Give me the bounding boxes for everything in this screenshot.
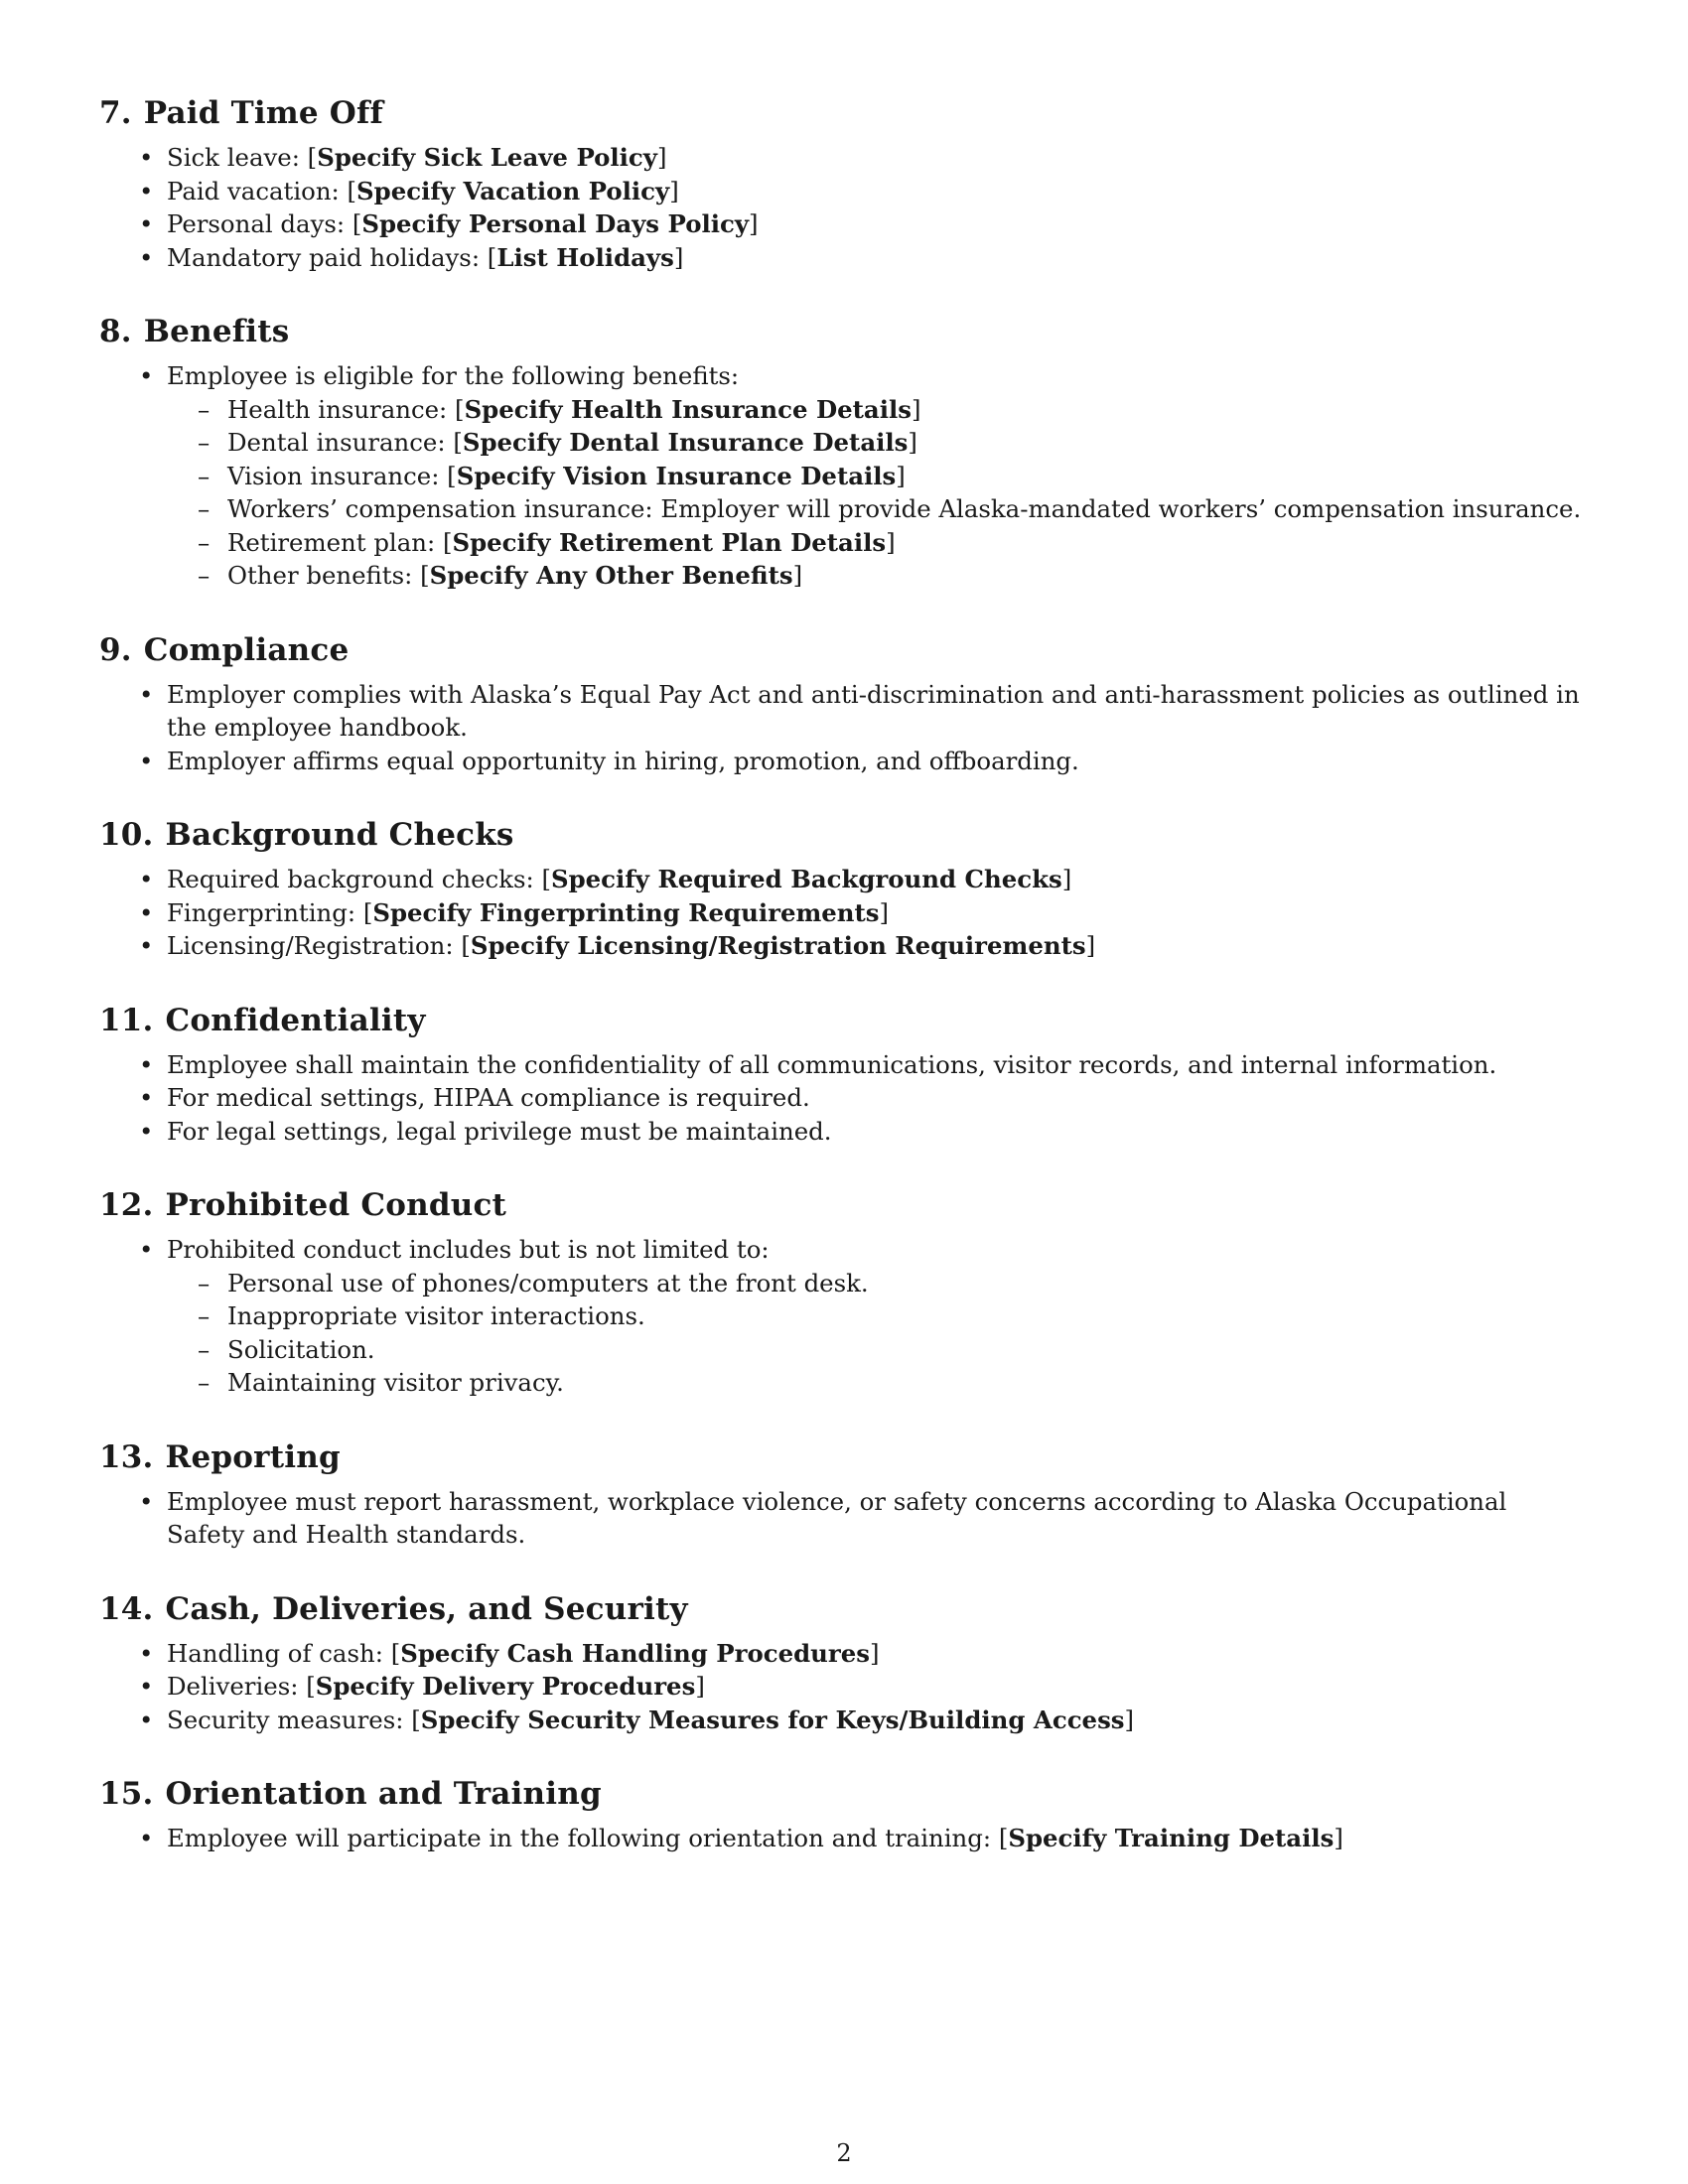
item-label: Licensing/Registration: xyxy=(167,931,462,960)
placeholder-field: Specify Required Background Checks xyxy=(550,865,1062,893)
list-item: • Personal days: [Specify Personal Days Policy] xyxy=(167,207,1589,241)
list-item xyxy=(167,678,1589,745)
list-item: • Mandatory paid holidays: [List Holidays] xyxy=(167,241,1589,275)
section-title: Prohibited Conduct xyxy=(165,1187,507,1223)
placeholder-field: Specify Retirement Plan Details xyxy=(452,527,887,557)
list-item: • Required background checks: [Specify Required Background Checks] xyxy=(167,863,1589,896)
section xyxy=(99,1437,1589,1552)
item-label: Mandatory paid holidays: xyxy=(167,242,488,272)
list-item: • Employee will participate in the following orientation and training: [Specify Training Details] xyxy=(167,1822,1589,1855)
section-title: Background Checks xyxy=(165,817,514,853)
placeholder-field: List Holidays xyxy=(496,242,674,272)
sub-list-item: – Dental insurance: [Specify Dental Insurance Details] xyxy=(227,426,1589,460)
bullet-list xyxy=(99,141,1589,274)
page-number: 2 xyxy=(836,2139,852,2167)
item-label: Retirement plan: xyxy=(227,527,443,557)
list-item: • Security measures: [Specify Security Measures for Keys/Building Access] xyxy=(167,1704,1589,1737)
section-heading xyxy=(99,1001,1589,1040)
bullet-list xyxy=(99,359,1589,593)
section-heading xyxy=(99,1185,1589,1225)
item-text: Inappropriate visitor interactions. xyxy=(227,1301,645,1330)
item-text: Employee is eligible for the following benefits: xyxy=(167,361,740,390)
section xyxy=(99,1001,1589,1149)
placeholder-field: Specify Fingerprinting Requirements xyxy=(372,897,880,927)
placeholder-field: Specify Any Other Benefits xyxy=(429,561,793,590)
section-title: Reporting xyxy=(165,1438,341,1475)
section-number: 12. xyxy=(99,1187,154,1223)
item-label: Handling of cash: xyxy=(167,1638,391,1668)
item-label: Employee will participate in the following orientation and training: xyxy=(167,1824,999,1852)
item-text: Prohibited conduct includes but is not limited to: xyxy=(167,1235,770,1264)
section-title: Benefits xyxy=(143,314,290,349)
sub-list-item: – Vision insurance: [Specify Vision Insurance Details] xyxy=(227,460,1589,493)
list-item: • Paid vacation: [Specify Vacation Policy] xyxy=(167,175,1589,208)
item-label: Security measures: xyxy=(167,1705,412,1734)
item-text: For medical settings, HIPAA compliance is required. xyxy=(167,1083,810,1112)
section-number: 14. xyxy=(99,1590,154,1627)
placeholder-field: Specify Cash Handling Procedures xyxy=(400,1638,871,1668)
item-text: Solicitation. xyxy=(227,1334,375,1364)
item-label: Sick leave: xyxy=(167,143,308,172)
section-title: Paid Time Off xyxy=(143,95,384,131)
item-label: Vision insurance: xyxy=(227,461,448,490)
document-body xyxy=(99,93,1589,1893)
item-text: Maintaining visitor privacy. xyxy=(227,1368,564,1397)
sub-list-item xyxy=(227,1366,1589,1400)
item-text: Employee shall maintain the confidentiality of all communications, visitor records, and internal information. xyxy=(167,1049,1497,1079)
section-number: 13. xyxy=(99,1438,154,1475)
section-number: 10. xyxy=(99,817,154,853)
item-text: Employer complies with Alaska’s Equal Pay Act and anti-discrimination and anti-harassment policies as outlined in the employee handbook. xyxy=(167,679,1580,742)
placeholder-field: Specify Personal Days Policy xyxy=(361,209,750,238)
item-label: Other benefits: xyxy=(227,561,421,590)
item-text: For legal settings, legal privilege must be maintained. xyxy=(167,1116,832,1146)
bullet-list xyxy=(99,1485,1589,1552)
item-label: Required background checks: xyxy=(167,865,542,893)
item-label: Personal days: xyxy=(167,209,352,238)
item-text: Personal use of phones/computers at the front desk. xyxy=(227,1268,869,1297)
list-item xyxy=(167,1233,1589,1400)
list-item xyxy=(167,359,1589,593)
placeholder-field: Specify Vacation Policy xyxy=(356,176,670,205)
item-text: Employer affirms equal opportunity in hiring, promotion, and offboarding. xyxy=(167,746,1079,775)
placeholder-field: Specify Training Details xyxy=(1008,1824,1335,1852)
placeholder-field: Specify Health Insurance Details xyxy=(464,394,913,424)
section xyxy=(99,312,1589,593)
item-text: Employee must report harassment, workplace violence, or safety concerns according to Alaska Occupational Safety and Health standards. xyxy=(167,1486,1507,1549)
section-heading xyxy=(99,815,1589,855)
section-title: Orientation and Training xyxy=(165,1776,602,1812)
section-number: 9. xyxy=(99,631,132,668)
item-text: Workers’ compensation insurance: Employer will provide Alaska-mandated workers’ compensation insurance. xyxy=(227,494,1582,523)
sub-list-item xyxy=(227,1267,1589,1300)
section xyxy=(99,1589,1589,1737)
sub-list-item: – Health insurance: [Specify Health Insurance Details] xyxy=(227,393,1589,427)
list-item xyxy=(167,1048,1589,1082)
bullet-list xyxy=(99,678,1589,778)
sub-list-item: – Retirement plan: [Specify Retirement Plan Details] xyxy=(227,526,1589,560)
section-heading xyxy=(99,1437,1589,1477)
section xyxy=(99,1774,1589,1855)
bullet-list xyxy=(99,863,1589,963)
section-heading xyxy=(99,1589,1589,1629)
section-number: 8. xyxy=(99,314,132,349)
sub-list-item: – Other benefits: [Specify Any Other Benefits] xyxy=(227,559,1589,593)
list-item xyxy=(167,1115,1589,1149)
list-item: • Sick leave: [Specify Sick Leave Policy] xyxy=(167,141,1589,175)
item-label: Health insurance: xyxy=(227,394,456,424)
section-title: Confidentiality xyxy=(165,1002,426,1038)
section xyxy=(99,630,1589,778)
section-number: 11. xyxy=(99,1002,154,1038)
section-title: Cash, Deliveries, and Security xyxy=(165,1590,688,1627)
section-number: 15. xyxy=(99,1776,154,1812)
list-item: • Fingerprinting: [Specify Fingerprinting Requirements] xyxy=(167,896,1589,930)
placeholder-field: Specify Dental Insurance Details xyxy=(462,428,909,457)
placeholder-field: Specify Security Measures for Keys/Building Access xyxy=(420,1705,1125,1734)
item-label: Paid vacation: xyxy=(167,176,348,205)
placeholder-field: Specify Sick Leave Policy xyxy=(317,143,657,172)
list-item xyxy=(167,1485,1589,1552)
section-number: 7. xyxy=(99,95,132,131)
list-item: • Deliveries: [Specify Delivery Procedures] xyxy=(167,1670,1589,1704)
section xyxy=(99,93,1589,274)
list-item xyxy=(167,745,1589,778)
item-label: Deliveries: xyxy=(167,1672,307,1701)
item-label: Fingerprinting: xyxy=(167,897,363,927)
sub-list xyxy=(167,1267,1589,1400)
section-heading xyxy=(99,312,1589,351)
section-heading xyxy=(99,1774,1589,1814)
bullet-list xyxy=(99,1822,1589,1855)
list-item: • Handling of cash: [Specify Cash Handling Procedures] xyxy=(167,1637,1589,1671)
item-label: Dental insurance: xyxy=(227,428,454,457)
section-heading xyxy=(99,630,1589,670)
placeholder-field: Specify Vision Insurance Details xyxy=(456,461,897,490)
bullet-list xyxy=(99,1048,1589,1149)
sub-list-item xyxy=(227,1333,1589,1367)
list-item xyxy=(167,1081,1589,1115)
section-heading xyxy=(99,93,1589,133)
placeholder-field: Specify Licensing/Registration Requirements xyxy=(470,931,1086,960)
bullet-list xyxy=(99,1637,1589,1737)
section xyxy=(99,815,1589,963)
sub-list-item xyxy=(227,1299,1589,1333)
sub-list xyxy=(167,393,1589,593)
section-title: Compliance xyxy=(143,631,350,668)
bullet-list xyxy=(99,1233,1589,1400)
placeholder-field: Specify Delivery Procedures xyxy=(315,1672,696,1701)
section xyxy=(99,1185,1589,1400)
sub-list-item xyxy=(227,492,1589,526)
list-item: • Licensing/Registration: [Specify Licensing/Registration Requirements] xyxy=(167,929,1589,963)
